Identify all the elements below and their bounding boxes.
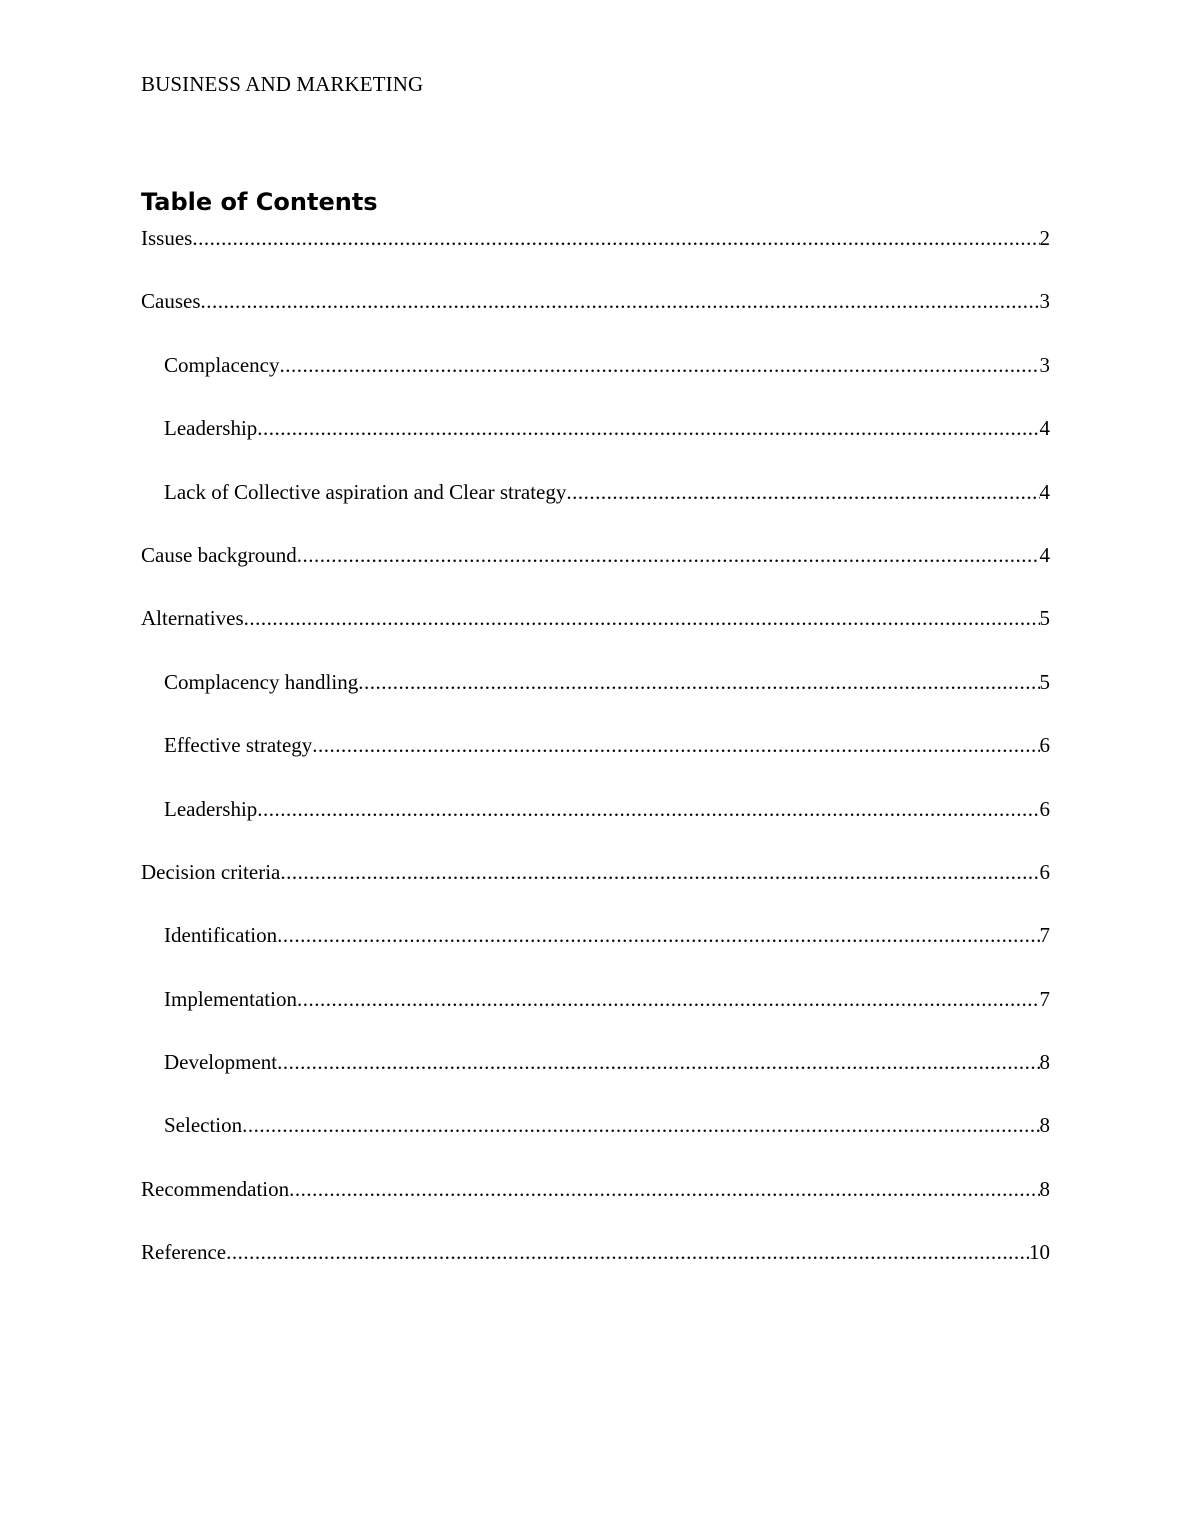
toc-entry-page: 8 — [1039, 1113, 1050, 1138]
toc-entry-title: Alternatives — [141, 606, 244, 631]
dot-leader — [257, 796, 1039, 822]
toc-entry-page: 4 — [1039, 416, 1050, 441]
toc-entry-complacency-handling[interactable] — [141, 669, 1050, 732]
table-of-contents — [141, 225, 1050, 1303]
toc-entry-page: 4 — [1039, 542, 1050, 567]
dot-leader — [358, 669, 1039, 695]
toc-entry-leadership-alternative[interactable] — [141, 796, 1050, 859]
toc-entry-title: Identification — [164, 923, 278, 948]
toc-entry-recommendation[interactable] — [141, 1176, 1050, 1239]
toc-entry-title: Reference — [141, 1240, 227, 1265]
toc-entry-title: Decision criteria — [141, 859, 281, 884]
toc-entry-page: 3 — [1039, 289, 1050, 314]
toc-entry-leadership[interactable] — [141, 415, 1050, 478]
dot-leader — [192, 225, 1039, 251]
toc-entry-page: 2 — [1039, 226, 1050, 250]
dot-leader — [242, 1112, 1039, 1138]
dot-leader — [277, 1049, 1039, 1075]
dot-leader — [226, 1239, 1029, 1265]
toc-entry-title: Effective strategy — [164, 733, 313, 758]
dot-leader — [277, 922, 1039, 948]
toc-entry-effective-strategy[interactable] — [141, 732, 1050, 795]
dot-leader — [244, 605, 1040, 631]
toc-entry-page: 6 — [1039, 859, 1050, 884]
toc-entry-page: 7 — [1039, 986, 1050, 1011]
running-header: BUSINESS AND MARKETING — [141, 72, 424, 96]
dot-leader — [297, 542, 1040, 568]
dot-leader — [566, 479, 1039, 505]
toc-entry-page: 5 — [1039, 606, 1050, 631]
toc-entry-title: Selection — [164, 1113, 243, 1138]
toc-entry-title: Cause background — [141, 542, 297, 567]
toc-entry-lack-of-collective-aspiration[interactable] — [141, 479, 1050, 542]
toc-entry-page: 5 — [1039, 669, 1050, 694]
toc-entry-selection[interactable] — [141, 1112, 1050, 1175]
dot-leader — [297, 986, 1040, 1012]
dot-leader — [289, 1176, 1039, 1202]
toc-entry-complacency[interactable] — [141, 352, 1050, 415]
toc-entry-title: Development — [164, 1050, 278, 1075]
toc-entry-title: Complacency handling — [164, 669, 359, 694]
toc-entry-implementation[interactable] — [141, 986, 1050, 1049]
dot-leader — [201, 288, 1040, 314]
toc-entry-page: 4 — [1039, 479, 1050, 504]
toc-entry-page: 10 — [1029, 1240, 1050, 1265]
toc-entry-page: 7 — [1039, 923, 1050, 948]
toc-entry-title: Recommendation — [141, 1176, 290, 1201]
toc-entry-page: 6 — [1039, 733, 1050, 758]
toc-entry-development[interactable] — [141, 1049, 1050, 1112]
toc-entry-alternatives[interactable] — [141, 605, 1050, 668]
toc-entry-page: 8 — [1039, 1176, 1050, 1201]
toc-heading: Table of Contents — [141, 188, 378, 216]
dot-leader — [312, 732, 1039, 758]
toc-entry-title: Leadership — [164, 416, 258, 441]
toc-entry-title: Issues — [141, 226, 193, 250]
toc-entry-page: 3 — [1039, 352, 1050, 377]
toc-entry-causes[interactable] — [141, 288, 1050, 351]
toc-entry-issues[interactable] — [141, 225, 1050, 288]
toc-entry-title: Complacency — [164, 352, 280, 377]
toc-entry-decision-criteria[interactable] — [141, 859, 1050, 922]
toc-entry-page: 6 — [1039, 796, 1050, 821]
dot-leader — [280, 859, 1039, 885]
toc-entry-title: Implementation — [164, 986, 297, 1011]
toc-entry-page: 8 — [1039, 1050, 1050, 1075]
toc-entry-identification[interactable] — [141, 922, 1050, 985]
dot-leader — [279, 352, 1039, 378]
toc-entry-title: Causes — [141, 289, 201, 314]
dot-leader — [257, 415, 1039, 441]
toc-entry-reference[interactable] — [141, 1239, 1050, 1302]
toc-entry-title: Lack of Collective aspiration and Clear strategy — [164, 479, 567, 504]
toc-entry-title: Leadership — [164, 796, 258, 821]
toc-entry-cause-background[interactable] — [141, 542, 1050, 605]
